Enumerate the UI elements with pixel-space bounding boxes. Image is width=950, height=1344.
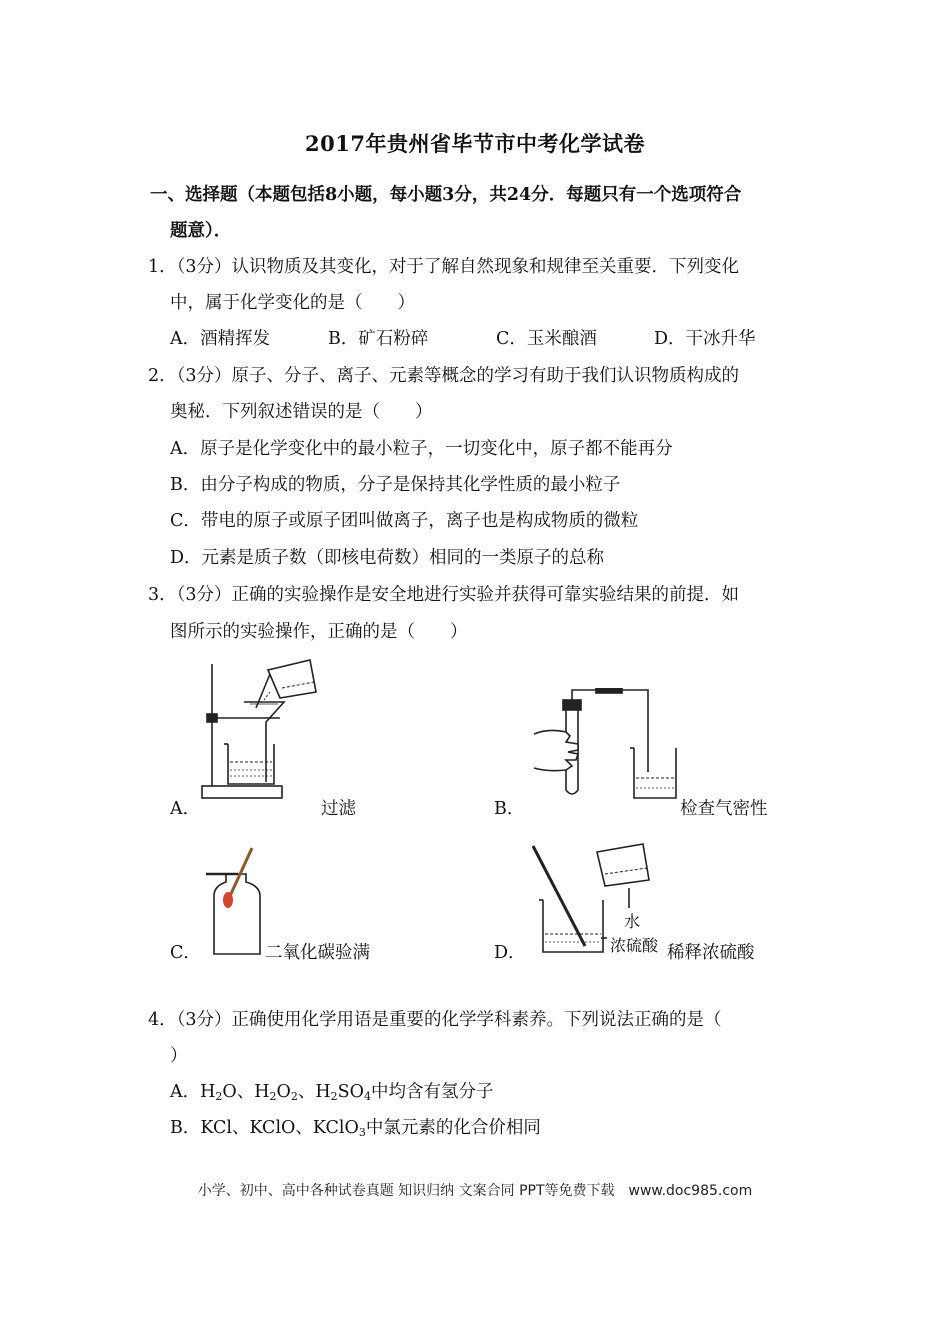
figure-d-caption: 稀释浓硫酸 — [667, 943, 755, 963]
question-4-option-b: B．KCl、KClO、KClO$_3$中氯元素的化合价相同 — [170, 1118, 541, 1139]
page-footer: 小学、初中、高中各种试卷真题 知识归纳 文案合同 PPT等免费下载 www.doc985.com — [197, 1183, 753, 1199]
section-heading: 一、选择题（本题包括8小题，每小题3分，共24分．每题只有一个选项符合 — [150, 185, 742, 205]
question-1-option-b: B．矿石粉碎 — [328, 329, 429, 349]
co2-check-figure — [200, 842, 270, 957]
question-3-text: 3．（3分）正确的实验操作是安全地进行实验并获得可靠实验结果的前提．如 — [148, 585, 740, 605]
question-2-text-cont: 奥秘．下列叙述错误的是（ ） — [170, 402, 433, 422]
question-4-option-a: A．$H_2O$、$H_2O_2$、$H_2SO_4$中均含有氢分子 — [170, 1082, 494, 1103]
filtration-figure — [198, 652, 318, 802]
question-1-text: 1．（3分）认识物质及其变化，对于了解自然现象和规律至关重要．下列变化 — [148, 257, 740, 277]
question-2-option-c: C．带电的原子或原子团叫做离子，离子也是构成物质的微粒 — [170, 511, 639, 531]
question-2-option-b: B．由分子构成的物质，分子是保持其化学性质的最小粒子 — [170, 475, 621, 495]
figure-d-acid-label: 浓硫酸 — [610, 936, 659, 955]
figure-b-caption: 检查气密性 — [680, 799, 768, 819]
question-1-option-a: A．酒精挥发 — [170, 329, 271, 349]
figure-d-letter: D． — [494, 943, 526, 963]
question-2-option-d: D．元素是质子数（即核电荷数）相同的一类原子的总称 — [170, 548, 605, 568]
question-2-option-a: A．原子是化学变化中的最小粒子，一切变化中，原子都不能再分 — [170, 439, 673, 459]
question-4-text: 4．（3分）正确使用化学用语是重要的化学学科素养。下列说法正确的是（ — [148, 1010, 722, 1030]
figure-a-letter: A． — [170, 799, 201, 819]
question-1-text-cont: 中，属于化学变化的是（ ） — [170, 293, 415, 313]
figure-d-water-label: 水 — [624, 912, 641, 931]
figure-a-caption: 过滤 — [321, 799, 356, 819]
figure-b-letter: B． — [494, 799, 525, 819]
figure-c-caption: 二氧化碳验满 — [265, 943, 370, 963]
page-title: 2017年贵州省毕节市中考化学试卷 — [305, 131, 645, 156]
figure-c-letter: C． — [170, 943, 201, 963]
question-1-option-d: D．干冰升华 — [654, 329, 756, 349]
airtightness-figure — [530, 688, 680, 800]
question-1-option-c: C．玉米酿酒 — [496, 329, 597, 349]
question-2-text: 2．（3分）原子、分子、离子、元素等概念的学习有助于我们认识物质构成的 — [148, 366, 740, 386]
question-4-text-cont: ） — [170, 1046, 188, 1066]
question-3-text-cont: 图所示的实验操作，正确的是（ ） — [170, 622, 468, 642]
section-heading-cont: 题意）． — [170, 221, 232, 241]
